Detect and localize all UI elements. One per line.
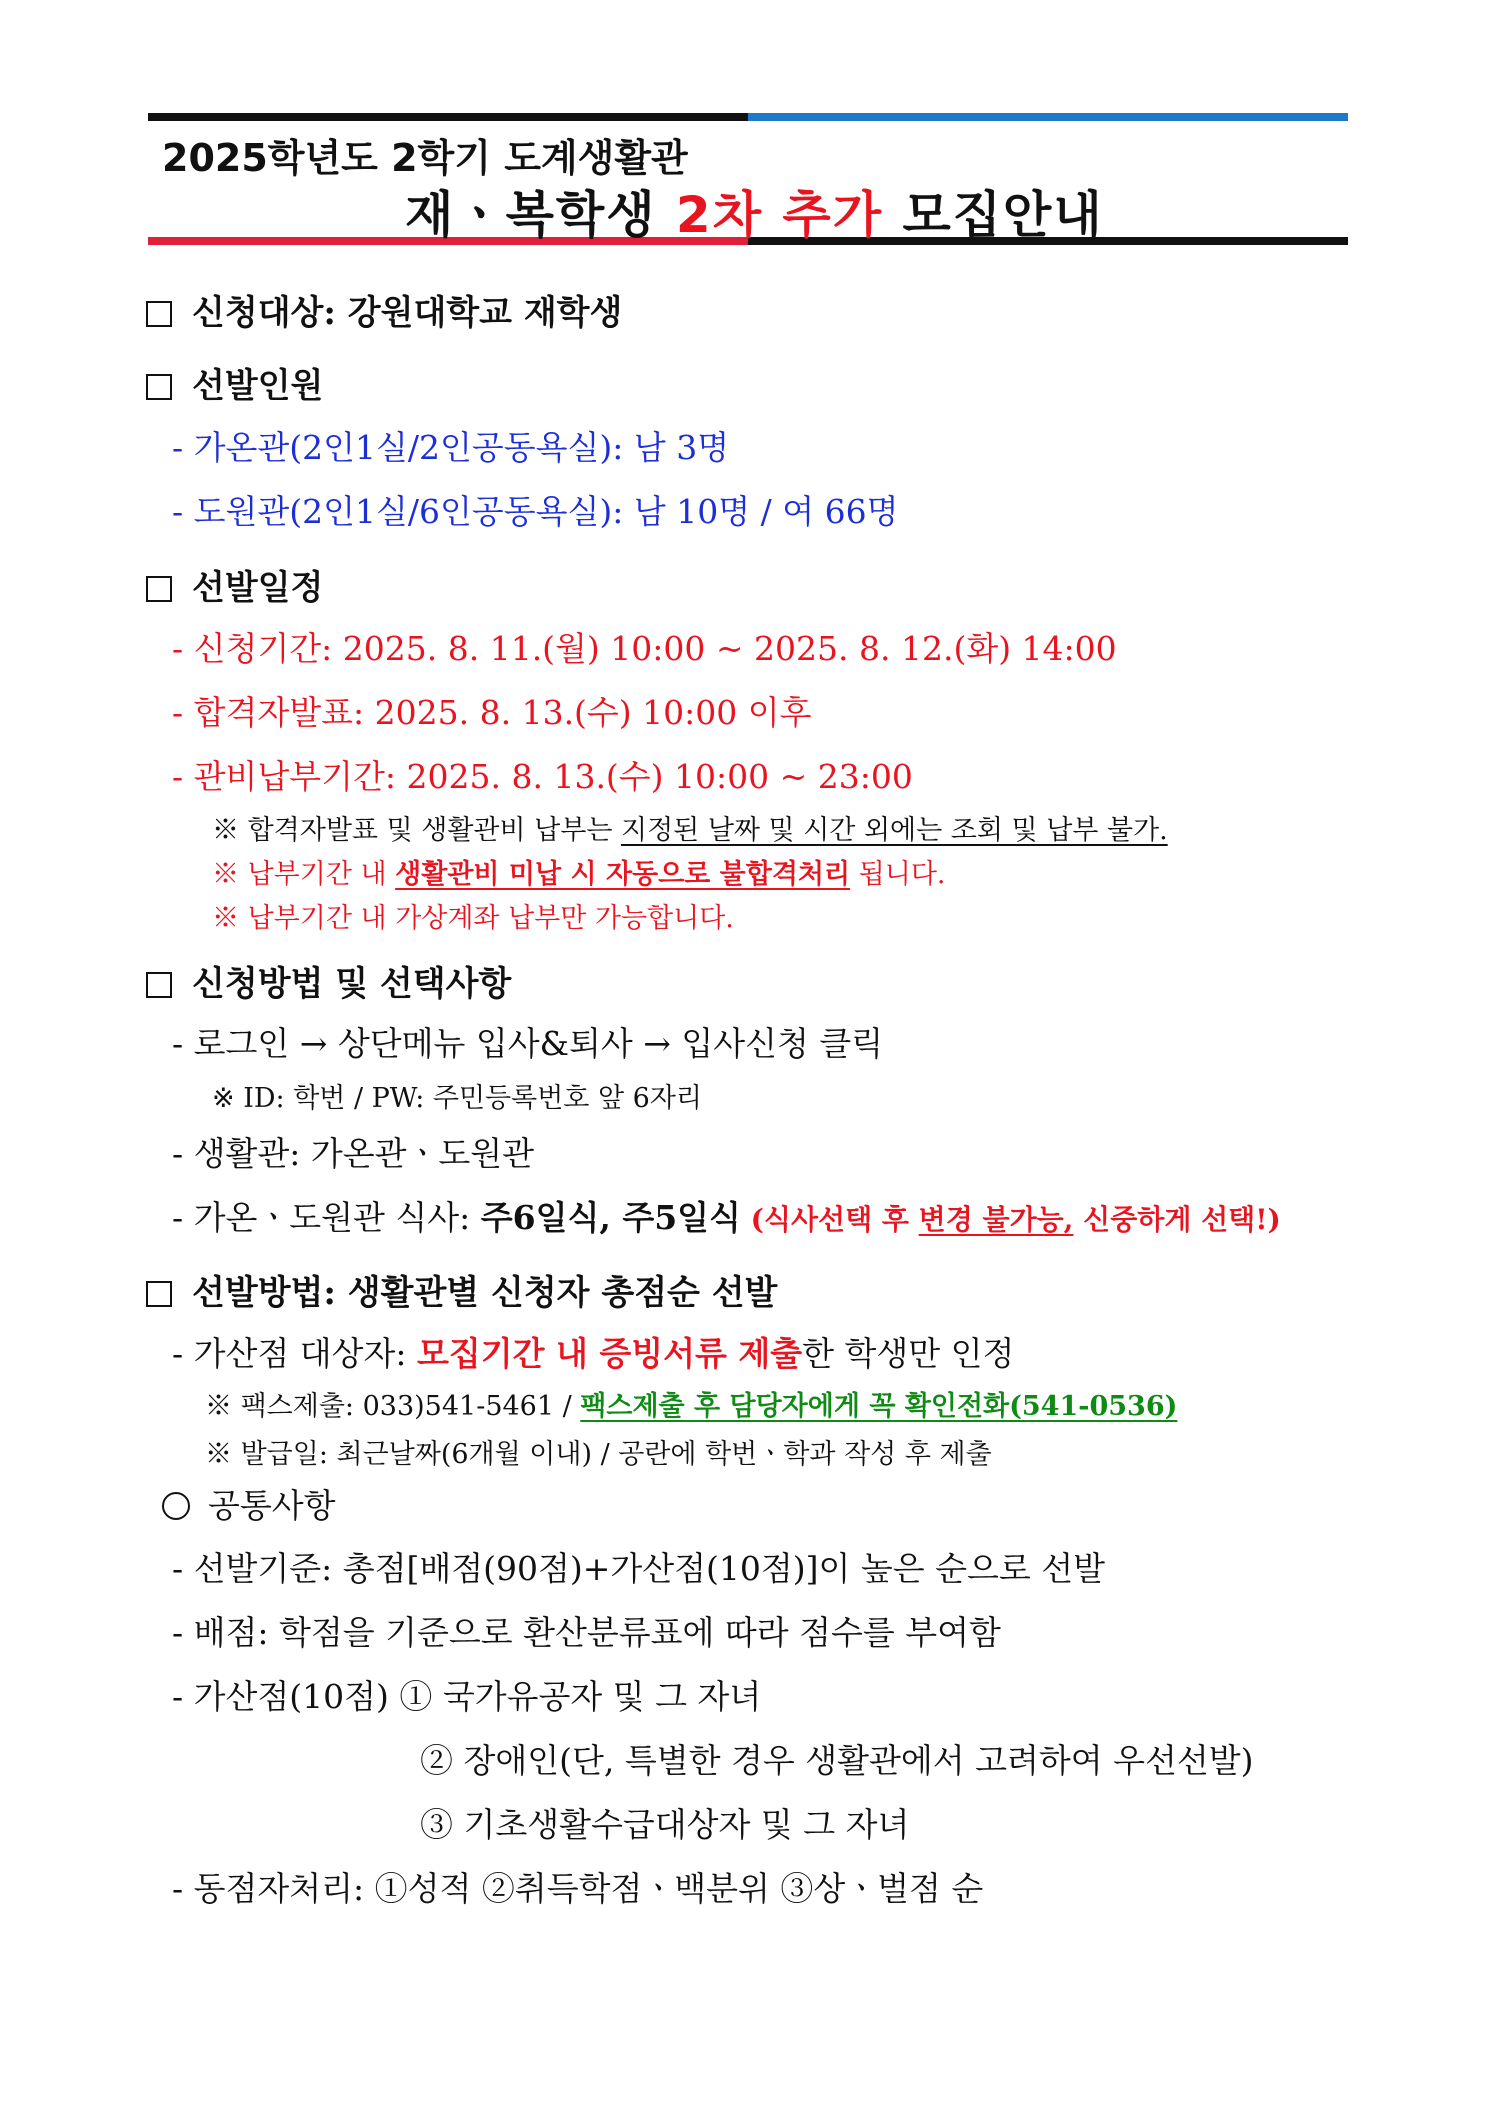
capacity-heading: 선발인원: [192, 366, 324, 406]
schedule-item-announce: - 합격자발표: 2025. 8. 13.(수) 10:00 이후: [172, 693, 812, 732]
meal-options: 주6일식, 주5일식: [480, 1198, 741, 1237]
section-target: [146, 285, 622, 334]
section-capacity: [146, 358, 323, 407]
note2-underlined: 생활관비 미납 시 자동으로 불합격처리: [395, 859, 851, 890]
target-heading: 신청대상: 강원대학교 재학생: [192, 293, 623, 333]
meal-label: - 가온ㆍ도원관 식사:: [172, 1198, 481, 1237]
bonus-label: - 가산점 대상자:: [172, 1334, 418, 1373]
note2-text-a: ※ 납부기간 내: [212, 859, 396, 890]
header-title-line2: [405, 175, 1104, 247]
schedule-heading: 선발일정: [192, 568, 324, 608]
schedule-note-1: [212, 808, 1168, 847]
method-item-meal: [172, 1192, 1281, 1239]
schedule-note-3: ※ 납부기간 내 가상계좌 납부만 가능합니다.: [212, 903, 734, 934]
common-item-bonus-2: ② 장애인(단, 특별한 경우 생활관에서 고려하여 우선선발): [420, 1741, 1254, 1780]
common-heading: 공통사항: [208, 1486, 336, 1525]
selection-note-issue: ※ 발급일: 최근날짜(6개월 이내) / 공란에 학번ㆍ학과 작성 후 제출: [205, 1439, 992, 1470]
meal-warning-a: (식사선택 후: [740, 1203, 919, 1236]
capacity-item-gaon: - 가온관(2인1실/2인공동욕실): 남 3명: [172, 428, 730, 467]
method-item-dorm: - 생활관: 가온관ㆍ도원관: [172, 1134, 535, 1173]
header-top-bar-dark: [148, 113, 748, 121]
note1-underlined: 지정된 날짜 및 시간 외에는 조회 및 납부 불가.: [620, 815, 1168, 846]
schedule-item-payment: - 관비납부기간: 2025. 8. 13.(수) 10:00 ~ 23:00: [172, 757, 913, 796]
common-item-tiebreak: - 동점자처리: ①성적 ②취득학점ㆍ백분위 ③상ㆍ벌점 순: [172, 1869, 984, 1908]
common-item-criteria: - 선발기준: 총점[배점(90점)+가산점(10점)]이 높은 순으로 선발: [172, 1549, 1106, 1588]
circle-icon: [162, 1492, 190, 1520]
section-method: [146, 956, 511, 1005]
title-part-highlight: 2차 추가: [675, 186, 884, 244]
header-title-line1: 2025학년도 2학기 도계생활관: [162, 136, 688, 180]
title-part-c: 모집안내: [883, 186, 1104, 244]
checkbox-icon: [146, 576, 172, 602]
checkbox-icon: [146, 374, 172, 400]
capacity-item-dowon: - 도원관(2인1실/6인공동욕실): 남 10명 / 여 66명: [172, 492, 899, 531]
selection-note-fax: [205, 1384, 1177, 1423]
title-part-a: 재ㆍ복학생: [405, 186, 676, 244]
meal-warning-e: 신중하게 선택!): [1073, 1203, 1281, 1236]
selection-item-bonus: [172, 1328, 1014, 1375]
method-item-login: - 로그인 → 상단메뉴 입사&퇴사 → 입사신청 클릭: [172, 1024, 884, 1063]
common-item-bonus-3: ③ 기초생활수급대상자 및 그 자녀: [420, 1805, 910, 1844]
checkbox-icon: [146, 301, 172, 327]
common-item-score: - 배점: 학점을 기준으로 환산분류표에 따라 점수를 부여함: [172, 1613, 1001, 1652]
header-top-bar-blue: [748, 113, 1348, 121]
bonus-condition: 모집기간 내 증빙서류 제출: [417, 1334, 803, 1373]
selection-heading: 선발방법: 생활관별 신청자 총점순 선발: [192, 1273, 778, 1313]
section-schedule: [146, 560, 323, 609]
schedule-note-2: [212, 852, 946, 891]
meal-warning-underlined: 변경 불가능,: [918, 1203, 1074, 1236]
method-note-id: ※ ID: 학번 / PW: 주민등록번호 앞 6자리: [212, 1083, 702, 1114]
checkbox-icon: [146, 1281, 172, 1307]
section-common: [162, 1480, 336, 1527]
schedule-item-apply: - 신청기간: 2025. 8. 11.(월) 10:00 ~ 2025. 8. 12.(화) 14:00: [172, 629, 1117, 668]
bonus-suffix: 한 학생만 인정: [802, 1334, 1015, 1373]
checkbox-icon: [146, 972, 172, 998]
fax-text: ※ 팩스제출: 033)541-5461 /: [205, 1391, 581, 1422]
common-item-bonus: - 가산점(10점) ① 국가유공자 및 그 자녀: [172, 1677, 762, 1716]
note2-text-c: 됩니다.: [850, 859, 946, 890]
fax-confirm: 팩스제출 후 담당자에게 꼭 확인전화(541-0536): [580, 1391, 1178, 1422]
method-heading: 신청방법 및 선택사항: [192, 964, 512, 1004]
note1-text: ※ 합격자발표 및 생활관비 납부는: [212, 815, 621, 846]
section-selection: [146, 1265, 777, 1314]
